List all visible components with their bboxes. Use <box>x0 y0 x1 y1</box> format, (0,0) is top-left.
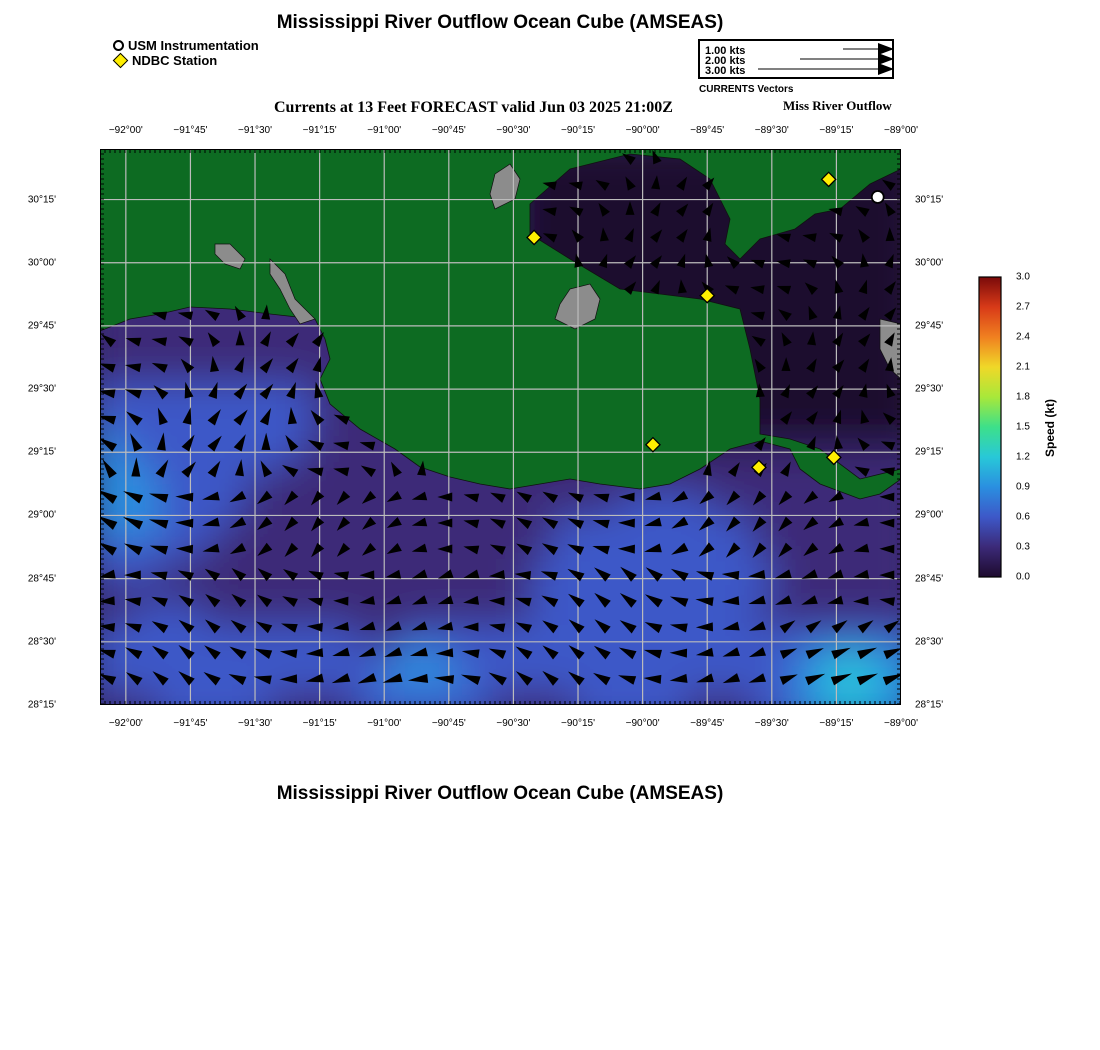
lon-tick-label-bottom: −90°00' <box>625 718 660 729</box>
lat-tick-label-left: 29°30' <box>27 383 56 395</box>
lat-tick-label-right: 28°45' <box>915 573 944 585</box>
lat-tick-label-left: 29°45' <box>27 320 56 332</box>
lon-tick-label-top: −89°15' <box>819 125 854 136</box>
vector-key-row-2: 2.00 kts <box>705 55 746 67</box>
lon-tick-label-bottom: −90°15' <box>561 718 596 729</box>
speed-colorbar <box>978 276 1002 578</box>
lon-tick-label-top: −90°30' <box>496 125 531 136</box>
lon-tick-label-bottom: −90°30' <box>496 718 531 729</box>
lon-tick-label-bottom: −91°00' <box>367 718 402 729</box>
lon-tick-label-top: −92°00' <box>108 125 143 136</box>
lat-tick-label-right: 29°15' <box>915 446 944 458</box>
ndbc-diamond-icon <box>113 53 129 69</box>
map-subtitle: Currents at 13 Feet FORECAST valid Jun 03 2025 21:00Z <box>274 99 673 116</box>
lon-tick-label-bottom: −92°00' <box>108 718 143 729</box>
colorbar-tick-label: 1.8 <box>1016 391 1030 403</box>
colorbar-title: Speed (kt) <box>1043 398 1057 458</box>
lon-tick-label-top: −91°45' <box>173 125 208 136</box>
lon-tick-label-bottom: −91°45' <box>173 718 208 729</box>
lon-tick-label-top: −91°00' <box>367 125 402 136</box>
colorbar-tick-label: 3.0 <box>1016 271 1030 283</box>
lat-tick-label-right: 28°30' <box>915 636 944 648</box>
lat-tick-label-right: 29°00' <box>915 509 944 521</box>
lon-tick-label-top: −90°15' <box>561 125 596 136</box>
colorbar-tick-label: 0.6 <box>1016 511 1030 523</box>
legend-usm-label: USM Instrumentation <box>128 38 259 53</box>
lat-tick-label-right: 29°45' <box>915 320 944 332</box>
lon-tick-label-bottom: −89°45' <box>690 718 725 729</box>
lon-tick-label-bottom: −91°30' <box>238 718 273 729</box>
colorbar-tick-label: 1.5 <box>1016 421 1030 433</box>
vector-key <box>698 39 894 79</box>
colorbar-tick-label: 2.1 <box>1016 361 1030 373</box>
vector-key-row-3: 3.00 kts <box>705 65 746 77</box>
usm-instrument-marker[interactable] <box>872 191 884 203</box>
lat-tick-label-right: 30°15' <box>915 194 944 206</box>
lat-tick-label-left: 28°30' <box>27 636 56 648</box>
legend-usm <box>113 38 259 53</box>
current-map <box>100 149 901 705</box>
lat-tick-label-right: 29°30' <box>915 383 944 395</box>
lon-tick-label-bottom: −89°30' <box>754 718 789 729</box>
colorbar-tick-label: 0.9 <box>1016 481 1030 493</box>
usm-circle-icon <box>113 40 124 51</box>
lon-tick-label-bottom: −89°15' <box>819 718 854 729</box>
lon-tick-label-bottom: −89°00' <box>884 718 918 729</box>
lon-tick-label-top: −89°45' <box>690 125 725 136</box>
lat-tick-label-left: 30°15' <box>27 194 56 206</box>
lon-tick-label-bottom: −91°15' <box>302 718 337 729</box>
colorbar-tick-label: 2.7 <box>1016 301 1030 313</box>
lat-tick-label-left: 30°00' <box>27 257 56 269</box>
lon-tick-label-top: −90°45' <box>431 125 466 136</box>
colorbar-tick-label: 2.4 <box>1016 331 1030 343</box>
lat-tick-label-left: 28°15' <box>27 699 56 711</box>
legend-ndbc-label: NDBC Station <box>132 53 218 68</box>
lat-tick-label-left: 29°15' <box>27 446 56 458</box>
lon-tick-label-top: −91°30' <box>238 125 273 136</box>
vector-key-caption: CURRENTS Vectors <box>699 84 794 95</box>
page-title: Mississippi River Outflow Ocean Cube (AMSEAS) <box>276 12 724 33</box>
lon-tick-label-bottom: −90°45' <box>431 718 466 729</box>
lat-tick-label-left: 29°00' <box>27 509 56 521</box>
legend-ndbc <box>113 53 217 68</box>
region-label: Miss River Outflow <box>783 98 892 113</box>
colorbar-tick-label: 1.2 <box>1016 451 1030 463</box>
vector-key-arrows <box>698 39 894 79</box>
footer-title: Mississippi River Outflow Ocean Cube (AMSEAS) <box>276 783 724 804</box>
lat-tick-label-right: 28°15' <box>915 699 944 711</box>
speed-cell <box>884 691 901 705</box>
colorbar-tick-label: 0.0 <box>1016 571 1030 583</box>
lon-tick-label-top: −89°30' <box>754 125 789 136</box>
lat-tick-label-left: 28°45' <box>27 573 56 585</box>
lon-tick-label-top: −91°15' <box>302 125 337 136</box>
colorbar-tick-label: 0.3 <box>1016 541 1030 553</box>
lon-tick-label-top: −90°00' <box>625 125 660 136</box>
lon-tick-label-top: −89°00' <box>884 125 918 136</box>
vector-key-row-1: 1.00 kts <box>705 45 746 57</box>
lat-tick-label-right: 30°00' <box>915 257 944 269</box>
